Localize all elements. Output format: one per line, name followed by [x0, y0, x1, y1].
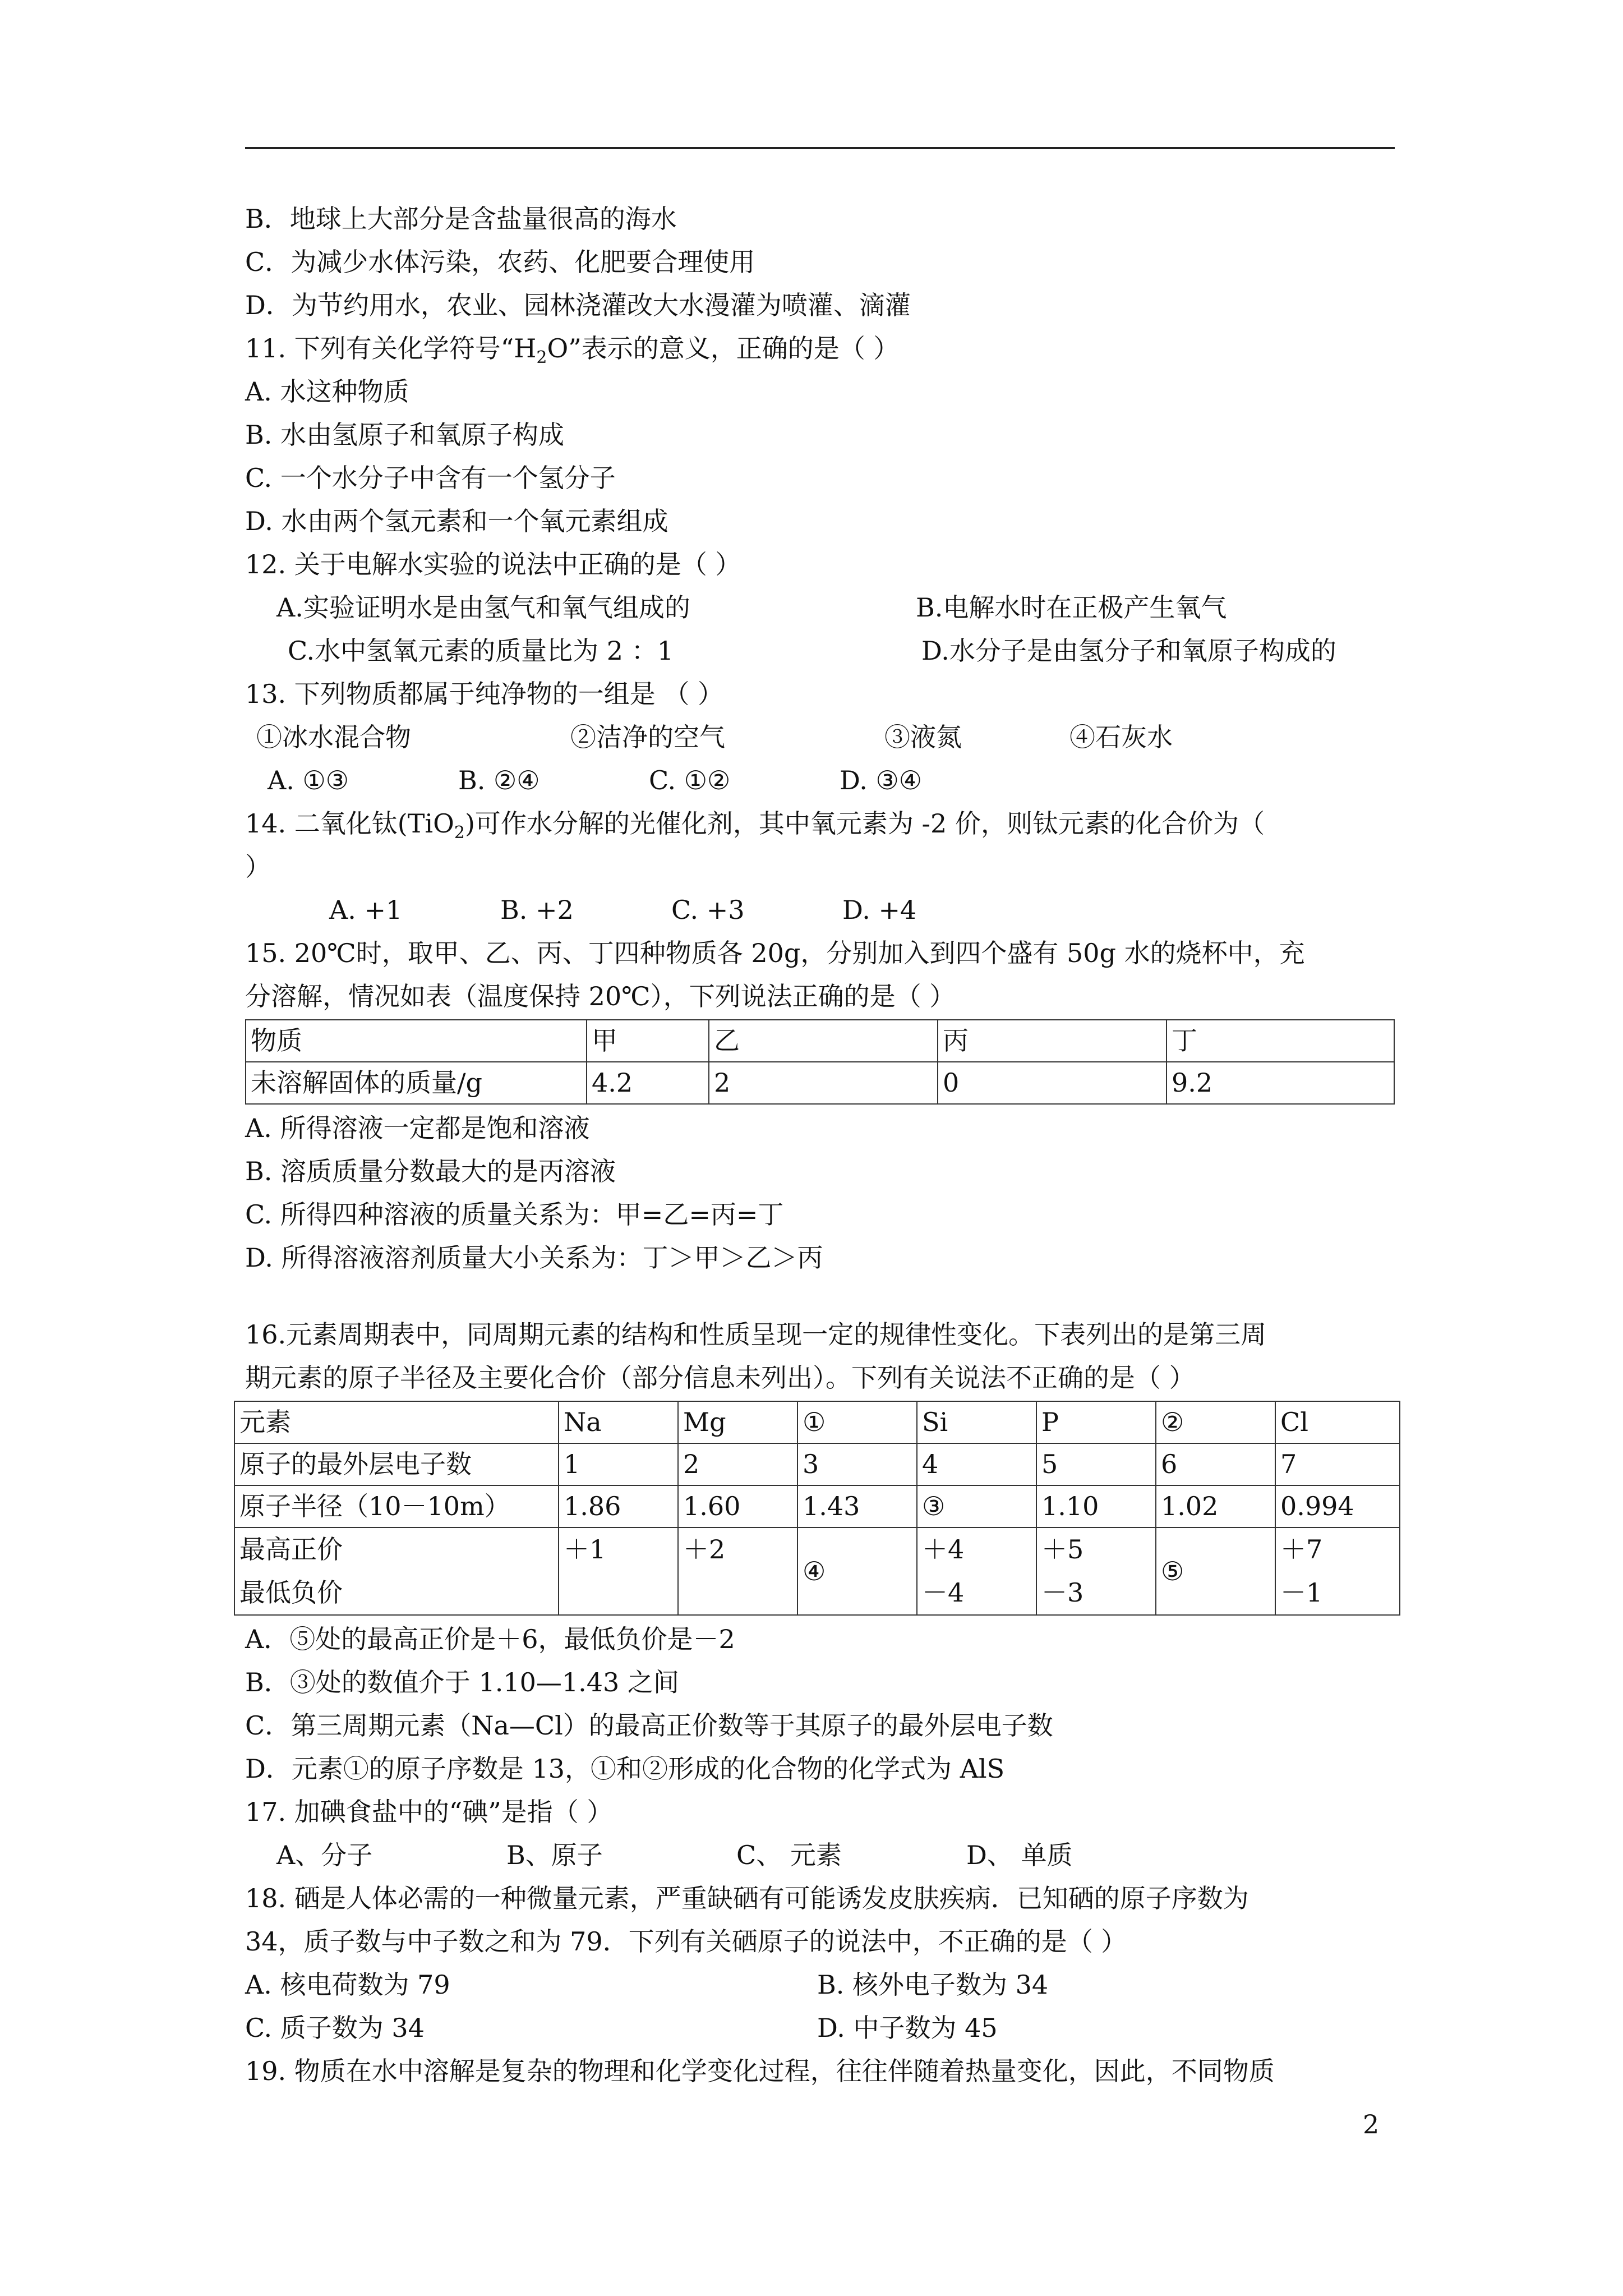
q13-item-3: ③液氮	[884, 722, 962, 752]
q18-stem-line-1: 18. 硒是人体必需的一种微量元素，严重缺硒有可能诱发皮肤疾病．已知硒的原子序数为	[245, 1883, 1249, 1913]
q13-items	[245, 716, 1400, 759]
q18-option-d: D. 中子数为 45	[817, 2013, 998, 2043]
q13-item-1: ①冰水混合物	[256, 722, 411, 752]
q11-option-d: D. 水由两个氢元素和一个氧元素组成	[245, 506, 668, 536]
table-cell: 元素	[234, 1401, 559, 1443]
table-cell: ＋7 －1	[1275, 1527, 1400, 1615]
table-cell: 1.60	[678, 1485, 797, 1527]
table-cell: 原子半径（10－10m）	[234, 1485, 559, 1527]
q12-stem: 12. 关于电解水实验的说法中正确的是（ ）	[245, 549, 741, 579]
q15-table	[245, 1019, 1395, 1105]
q15-stem-line-2: 分溶解，情况如表（温度保持 20℃），下列说法正确的是（ ）	[245, 981, 956, 1011]
q17-option-a: A、分子	[276, 1840, 373, 1870]
table-cell: 2	[709, 1062, 938, 1104]
table-cell: ②	[1156, 1401, 1275, 1443]
q11-option-c: C. 一个水分子中含有一个氢分子	[245, 463, 616, 493]
q18-options-row-2	[245, 2007, 1400, 2050]
q15-option-a: A. 所得溶液一定都是饱和溶液	[245, 1113, 590, 1143]
table-cell: P	[1036, 1401, 1156, 1443]
table-cell: 物质	[246, 1020, 587, 1062]
table-cell: ＋4 －4	[917, 1527, 1036, 1615]
table-cell: 1.02	[1156, 1485, 1275, 1527]
q19-stem-line-1: 19. 物质在水中溶解是复杂的物理和化学变化过程，往往伴随着热量变化，因此，不同物质	[245, 2056, 1275, 2086]
table-row	[234, 1401, 1400, 1443]
q16-stem-line-2: 期元素的原子半径及主要化合价（部分信息未列出）。下列有关说法不正确的是（ ）	[245, 1363, 1195, 1393]
table-cell: ③	[917, 1485, 1036, 1527]
table-cell: ①	[797, 1401, 917, 1443]
q18-stem-line-2: 34，质子数与中子数之和为 79．下列有关硒原子的说法中，不正确的是（ ）	[245, 1926, 1127, 1957]
q17-option-d: D、 单质	[966, 1840, 1073, 1870]
q15-stem-line-1: 15. 20℃时，取甲、乙、丙、丁四种物质各 20g，分别加入到四个盛有 50g 水的烧杯中，充	[245, 938, 1305, 968]
table-row	[234, 1443, 1400, 1485]
q10-option-d: D．为节约用水，农业、园林浇灌改大水漫灌为喷灌、滴灌	[245, 290, 911, 320]
q14-option-b: B. +2	[500, 895, 574, 925]
q16-table	[234, 1401, 1400, 1616]
q17-stem: 17. 加碘食盐中的“碘”是指（ ）	[245, 1797, 613, 1827]
table-cell: 1.86	[559, 1485, 678, 1527]
table-row	[246, 1062, 1394, 1104]
table-cell: 3	[797, 1443, 917, 1485]
q13-options	[245, 759, 1400, 802]
table-cell: 1.10	[1036, 1485, 1156, 1527]
q13-item-2: ②洁净的空气	[570, 722, 725, 752]
table-cell: 最高正价 最低负价	[234, 1527, 559, 1615]
q18-option-c: C. 质子数为 34	[245, 2013, 425, 2043]
q10-option-c: C．为减少水体污染，农药、化肥要合理使用	[245, 247, 755, 277]
table-cell: 2	[678, 1443, 797, 1485]
q11-option-a: A. 水这种物质	[245, 376, 409, 407]
q16-option-c: C．第三周期元素（Na—Cl）的最高正价数等于其原子的最外层电子数	[245, 1710, 1053, 1741]
q12-options-row-1	[245, 586, 1400, 629]
table-cell: 6	[1156, 1443, 1275, 1485]
table-cell: 1.43	[797, 1485, 917, 1527]
table-cell: 1	[559, 1443, 678, 1485]
q15-option-d: D. 所得溶液溶剂质量大小关系为：丁＞甲＞乙＞丙	[245, 1243, 823, 1273]
table-row	[234, 1527, 1400, 1615]
q16-stem-line-1: 16.元素周期表中，同周期元素的结构和性质呈现一定的规律性变化。下表列出的是第三周	[245, 1319, 1267, 1350]
table-cell: 4	[917, 1443, 1036, 1485]
table-row	[246, 1020, 1394, 1062]
table-cell: ＋5 －3	[1036, 1527, 1156, 1615]
q14-option-d: D. +4	[842, 895, 917, 925]
q13-stem: 13. 下列物质都属于纯净物的一组是 （ ）	[245, 679, 724, 709]
q13-option-a: A. ①③	[268, 765, 349, 795]
table-cell: 丙	[938, 1020, 1166, 1062]
q14-option-a: A. +1	[329, 895, 403, 925]
q10-option-b: B．地球上大部分是含盐量很高的海水	[245, 204, 677, 234]
q17-option-c: C、 元素	[736, 1840, 842, 1870]
table-cell: ④	[797, 1527, 917, 1615]
q16-option-a: A．⑤处的最高正价是＋6，最低负价是－2	[245, 1624, 735, 1654]
table-row	[234, 1485, 1400, 1527]
q12-option-b: B.电解水时在正极产生氧气	[916, 592, 1227, 623]
table-cell: 9.2	[1166, 1062, 1394, 1104]
table-cell: Cl	[1275, 1401, 1400, 1443]
q12-option-a: A.实验证明水是由氢气和氧气组成的	[276, 592, 690, 623]
table-cell: 4.2	[587, 1062, 709, 1104]
table-cell: 未溶解固体的质量/g	[246, 1062, 587, 1104]
table-cell: 甲	[587, 1020, 709, 1062]
q13-item-4: ④石灰水	[1069, 722, 1173, 752]
q16-option-d: D．元素①的原子序数是 13，①和②形成的化合物的化学式为 AlS	[245, 1754, 1005, 1784]
q14-stem: 14. 二氧化钛(TiO$_2$)可作水分解的光催化剂，其中氧元素为 -2 价，则钛元素的化合价为（	[245, 808, 1265, 843]
q15-option-b: B. 溶质质量分数最大的是丙溶液	[245, 1156, 616, 1186]
q13-option-d: D. ③④	[840, 765, 922, 795]
table-cell: 0	[938, 1062, 1166, 1104]
q11-stem: 11. 下列有关化学符号“$H_2O$”表示的意义，正确的是（ ）	[245, 333, 900, 368]
q18-options-row-1	[245, 1963, 1400, 2007]
q12-option-d: D.水分子是由氢分子和氧原子构成的	[921, 636, 1336, 666]
q14-option-c: C. +3	[671, 895, 745, 925]
table-cell: Na	[559, 1401, 678, 1443]
table-cell: 5	[1036, 1443, 1156, 1485]
q12-options-row-2	[245, 629, 1400, 673]
table-cell: 乙	[709, 1020, 938, 1062]
q14-options	[245, 889, 1400, 932]
document-page	[239, 197, 1400, 2093]
table-cell: 0.994	[1275, 1485, 1400, 1527]
q12-option-c: C.水中氢氧元素的质量比为 2 ：1	[288, 636, 674, 666]
q18-option-a: A. 核电荷数为 79	[245, 1970, 450, 2000]
table-cell: 原子的最外层电子数	[234, 1443, 559, 1485]
header-rule	[245, 147, 1395, 149]
q11-option-b: B. 水由氢原子和氧原子构成	[245, 420, 565, 450]
q16-option-b: B．③处的数值介于 1.10—1.43 之间	[245, 1667, 679, 1697]
q18-option-b: B. 核外电子数为 34	[817, 1970, 1049, 2000]
table-cell: Si	[917, 1401, 1036, 1443]
q13-option-b: B. ②④	[458, 765, 540, 795]
table-cell: 丁	[1166, 1020, 1394, 1062]
q14-stem-continued: ）	[245, 852, 271, 882]
table-cell: ＋1	[559, 1527, 678, 1615]
page-number: 2	[1363, 2109, 1380, 2139]
table-cell: 7	[1275, 1443, 1400, 1485]
table-cell: ＋2	[678, 1527, 797, 1615]
q13-option-c: C. ①②	[649, 765, 731, 795]
q15-option-c: C. 所得四种溶液的质量关系为：甲=乙=丙=丁	[245, 1199, 784, 1230]
q17-options	[245, 1834, 1400, 1877]
q17-option-b: B、原子	[506, 1840, 603, 1870]
table-cell: Mg	[678, 1401, 797, 1443]
table-cell: ⑤	[1156, 1527, 1275, 1615]
